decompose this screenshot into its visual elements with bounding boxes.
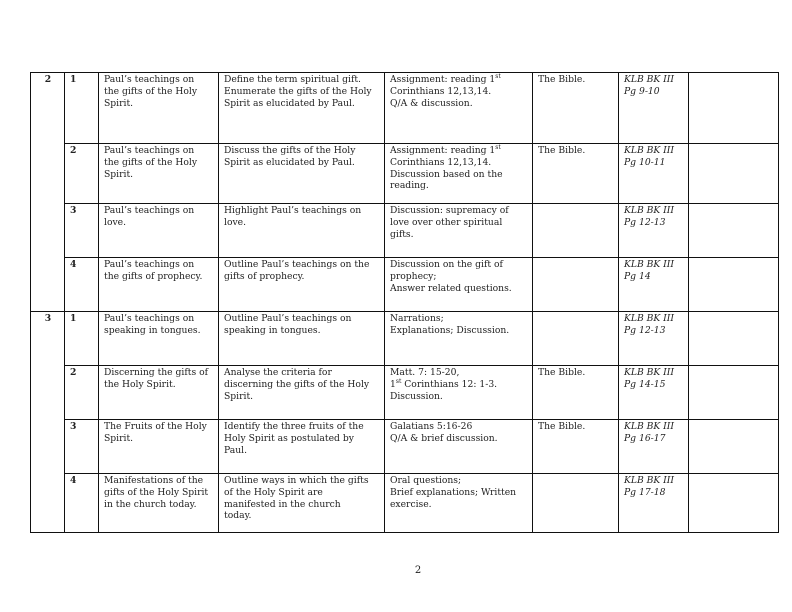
activity-text: Q/A & discussion.: [390, 97, 473, 109]
week-number: 3: [31, 312, 65, 533]
activity-text: love over other spiritual: [390, 216, 503, 228]
activity-text: prophecy;: [390, 270, 437, 282]
objective-text: discerning the gifts of the Holy: [224, 378, 370, 390]
lesson-number: 4: [65, 258, 99, 312]
objective-text: Identify the three fruits of the: [224, 421, 364, 432]
lesson-number: 2: [65, 144, 99, 204]
remarks-cell: [689, 312, 779, 366]
activities-cell: [385, 144, 533, 204]
objective-text: Enumerate the gifts of the Holy: [224, 85, 372, 97]
topic-text: the Holy Spirit.: [104, 378, 176, 390]
activity-text: Answer related questions.: [390, 282, 512, 294]
activity-text: Brief explanations; Written: [390, 486, 517, 498]
topic-cell: [99, 144, 219, 204]
topic-cell: [99, 312, 219, 366]
table-row: [31, 144, 779, 204]
objective-text: speaking in tongues.: [224, 324, 321, 336]
reference-text: KLB BK III: [624, 205, 675, 216]
activity-text: gifts.: [390, 228, 414, 240]
reference-text: KLB BK III: [624, 313, 675, 324]
objective-text: Discuss the gifts of the Holy: [224, 145, 356, 156]
remarks-cell: [689, 144, 779, 204]
objective-text: Highlight Paul’s teachings on: [224, 205, 362, 216]
topic-text: the gifts of prophecy.: [104, 270, 203, 282]
table-row: [31, 73, 779, 144]
table-row: [31, 474, 779, 533]
topic-cell: [99, 204, 219, 258]
activity-text: Discussion.: [390, 390, 443, 402]
objective-text: Holy Spirit as postulated by: [224, 432, 354, 444]
objective-text: of the Holy Spirit are: [224, 486, 323, 498]
reference-cell: [619, 312, 689, 366]
table-row: [31, 420, 779, 474]
objectives-cell: [219, 144, 385, 204]
objectives-cell: [219, 73, 385, 144]
page-number: 2: [414, 565, 422, 576]
superscript: st: [495, 144, 501, 151]
topic-text: Paul’s teachings on: [104, 205, 195, 216]
topic-cell: [99, 474, 219, 533]
topic-text: The Fruits of the Holy: [104, 421, 207, 432]
activity-text: Q/A & brief discussion.: [390, 432, 498, 444]
reference-text: Pg 17-18: [624, 486, 666, 498]
activities-cell: [385, 420, 533, 474]
reference-text: KLB BK III: [624, 475, 675, 486]
reference-text: Pg 12-13: [624, 324, 666, 336]
activity-text: Corinthians 12,13,14.: [390, 85, 492, 97]
activity-text: 1st Corinthians 12: 1-3.: [390, 377, 498, 390]
activity-text: Discussion based on the: [390, 168, 503, 180]
remarks-cell: [689, 420, 779, 474]
topic-cell: [99, 73, 219, 144]
objective-text: love.: [224, 216, 247, 228]
reference-text: Pg 10-11: [624, 156, 666, 168]
objective-text: Paul.: [224, 444, 248, 456]
objective-text: Outline Paul’s teachings on: [224, 313, 352, 324]
reference-cell: [619, 474, 689, 533]
objectives-cell: [219, 474, 385, 533]
week-number: 2: [31, 73, 65, 312]
remarks-cell: [689, 258, 779, 312]
resources-cell: [533, 204, 619, 258]
reference-text: KLB BK III: [624, 145, 675, 156]
reference-cell: [619, 73, 689, 144]
topic-cell: [99, 258, 219, 312]
activities-cell: [385, 73, 533, 144]
superscript: st: [395, 377, 402, 385]
remarks-cell: [689, 204, 779, 258]
topic-text: the gifts of the Holy: [104, 85, 198, 97]
topic-cell: [99, 420, 219, 474]
lesson-number: 3: [65, 420, 99, 474]
activity-text: Corinthians 12,13,14.: [390, 156, 492, 168]
resources-cell: [533, 420, 619, 474]
resource-text: The Bible.: [538, 367, 586, 378]
resources-cell: [533, 144, 619, 204]
topic-text: Spirit.: [104, 168, 134, 180]
scheme-of-work-table: [30, 72, 779, 533]
objective-text: today.: [224, 510, 252, 522]
reference-text: KLB BK III: [624, 74, 675, 85]
activity-text: Discussion: supremacy of: [390, 205, 509, 216]
activity-text: Narrations;: [390, 313, 444, 324]
topic-text: Paul’s teachings on: [104, 313, 195, 324]
topic-text: Spirit.: [104, 97, 134, 109]
topic-text: Paul’s teachings on: [104, 74, 195, 85]
lesson-number: 1: [65, 73, 99, 144]
objective-text: Outline ways in which the gifts: [224, 475, 369, 486]
activity-text: reading.: [390, 180, 429, 192]
activity-text: Assignment: reading 1st: [390, 144, 501, 156]
reference-text: Pg 14: [624, 270, 651, 282]
activities-cell: [385, 258, 533, 312]
objective-text: manifested in the church: [224, 498, 341, 510]
activities-cell: [385, 474, 533, 533]
reference-cell: [619, 204, 689, 258]
topic-text: in the church today.: [104, 498, 197, 510]
reference-text: Pg 16-17: [624, 432, 666, 444]
activity-text: exercise.: [390, 498, 432, 510]
reference-text: Pg 14-15: [624, 378, 666, 390]
reference-text: Pg 12-13: [624, 216, 666, 228]
resources-cell: [533, 312, 619, 366]
activities-cell: [385, 366, 533, 420]
objective-text: Spirit.: [224, 390, 254, 402]
activity-text: Matt. 7: 15-20,: [390, 367, 460, 378]
activity-text: Galatians 5:16-26: [390, 421, 473, 432]
topic-text: Discerning the gifts of: [104, 367, 209, 378]
objective-text: Define the term spiritual gift.: [224, 74, 361, 85]
objectives-cell: [219, 258, 385, 312]
activities-cell: [385, 204, 533, 258]
resource-text: The Bible.: [538, 145, 586, 156]
reference-cell: [619, 366, 689, 420]
resource-text: The Bible.: [538, 74, 586, 85]
topic-text: gifts of the Holy Spirit: [104, 486, 209, 498]
activity-text: Discussion on the gift of: [390, 259, 503, 270]
topic-text: the gifts of the Holy: [104, 156, 198, 168]
activity-text: Oral questions;: [390, 475, 462, 486]
resources-cell: [533, 474, 619, 533]
resources-cell: [533, 366, 619, 420]
lesson-number: 4: [65, 474, 99, 533]
activity-text: Assignment: reading 1st: [390, 73, 501, 85]
objective-text: Analyse the criteria for: [224, 367, 332, 378]
reference-text: KLB BK III: [624, 367, 675, 378]
lesson-number: 2: [65, 366, 99, 420]
resources-cell: [533, 258, 619, 312]
remarks-cell: [689, 474, 779, 533]
table-row: [31, 204, 779, 258]
objectives-cell: [219, 312, 385, 366]
reference-cell: [619, 420, 689, 474]
topic-text: Paul’s teachings on: [104, 259, 195, 270]
remarks-cell: [689, 73, 779, 144]
reference-text: Pg 9-10: [624, 85, 660, 97]
superscript: st: [495, 73, 501, 80]
objectives-cell: [219, 366, 385, 420]
table-row: [31, 366, 779, 420]
table-row: [31, 258, 779, 312]
resources-cell: [533, 73, 619, 144]
topic-text: Paul’s teachings on: [104, 145, 195, 156]
objective-text: gifts of prophecy.: [224, 270, 305, 282]
remarks-cell: [689, 366, 779, 420]
topic-text: love.: [104, 216, 127, 228]
table-row: [31, 312, 779, 366]
reference-text: KLB BK III: [624, 259, 675, 270]
lesson-number: 1: [65, 312, 99, 366]
reference-text: KLB BK III: [624, 421, 675, 432]
objectives-cell: [219, 420, 385, 474]
activities-cell: [385, 312, 533, 366]
objective-text: Spirit as elucidated by Paul.: [224, 97, 355, 109]
reference-cell: [619, 144, 689, 204]
topic-cell: [99, 366, 219, 420]
objective-text: Spirit as elucidated by Paul.: [224, 156, 355, 168]
topic-text: Spirit.: [104, 432, 134, 444]
activity-text: Explanations; Discussion.: [390, 324, 510, 336]
resource-text: The Bible.: [538, 421, 586, 432]
reference-cell: [619, 258, 689, 312]
objectives-cell: [219, 204, 385, 258]
objective-text: Outline Paul’s teachings on the: [224, 259, 370, 270]
topic-text: Manifestations of the: [104, 475, 204, 486]
lesson-number: 3: [65, 204, 99, 258]
topic-text: speaking in tongues.: [104, 324, 201, 336]
